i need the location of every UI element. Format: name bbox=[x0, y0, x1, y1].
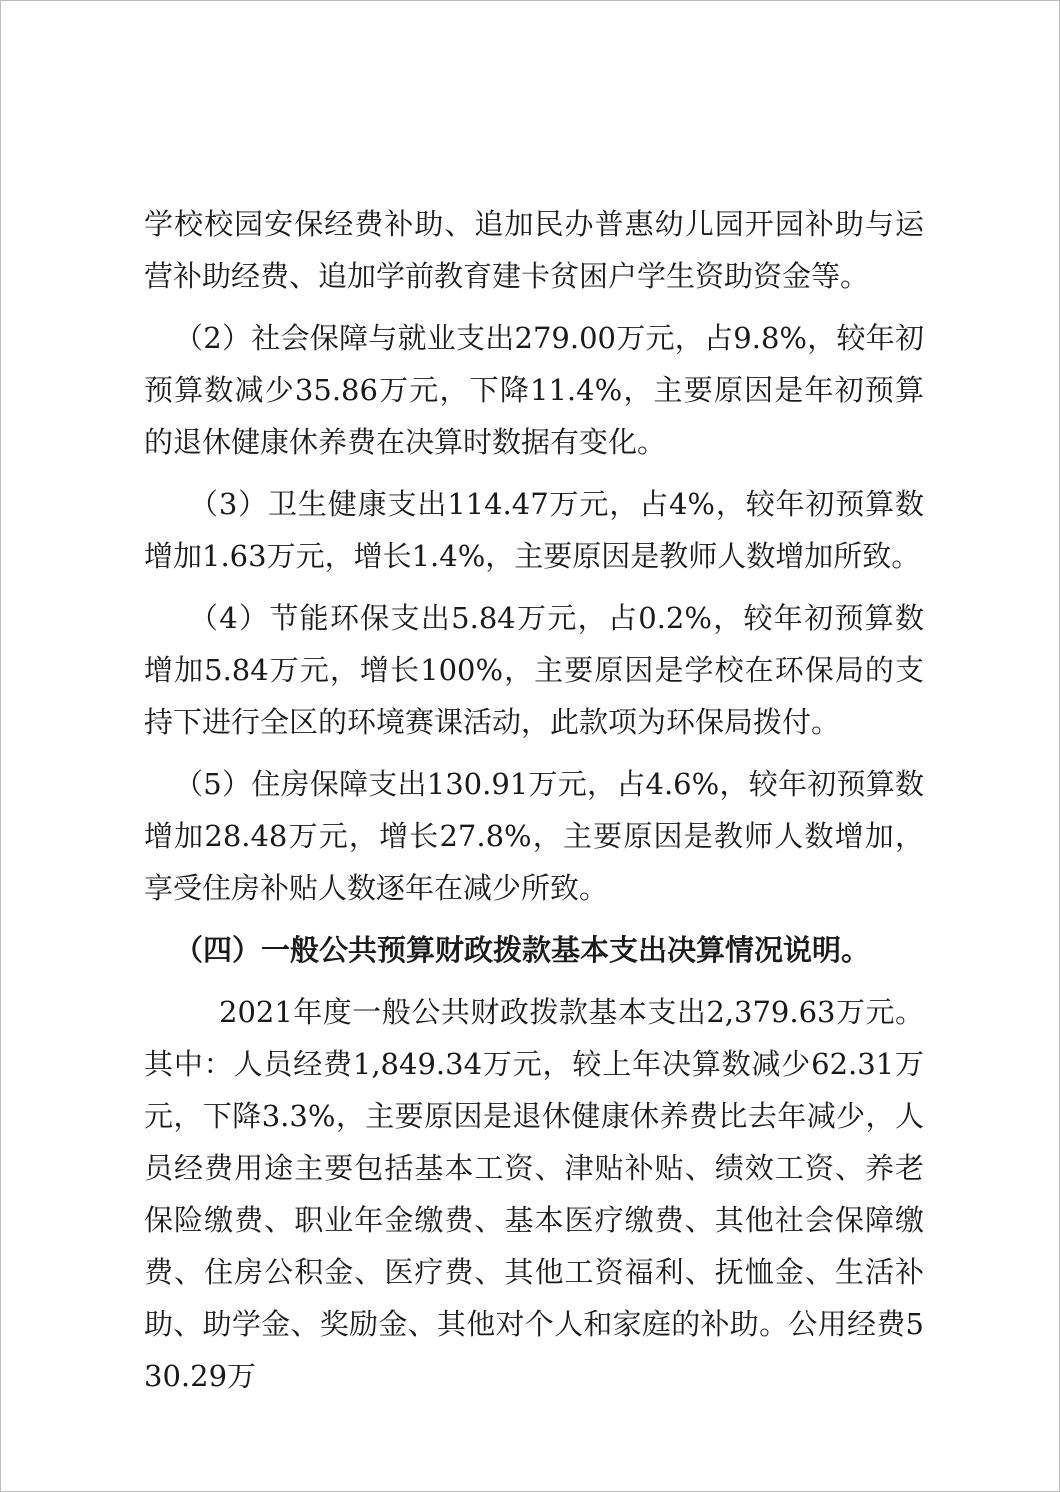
section-heading-basic-expenditure: （四）一般公共预算财政拨款基本支出决算情况说明。 bbox=[174, 933, 871, 967]
paragraph-energy-environment: （4）节能环保支出5.84万元，占0.2%，较年初预算数增加5.84万元，增长100%，主要原因是学校在环保局的支持下进行全区的环境赛课活动，此款项为环保局拨付。 bbox=[144, 601, 924, 739]
paragraph-social-security: （2）社会保障与就业支出279.00万元，占9.8%，较年初预算数减少35.86万元，下降11.4%，主要原因是年初预算的退休健康休养费在决算时数据有变化。 bbox=[144, 321, 924, 459]
paragraph-basic-expenditure: 2021年度一般公共财政拨款基本支出2,379.63万元。其中：人员经费1,849.34万元，较上年决算数减少62.31万元，下降3.3%，主要原因是退休健康休养费比去年减少，人员经费用途主要包括基本工资、津贴补贴、绩效工资、养老保险缴费、职业年金缴费、基本医疗缴费、其他社会保障缴费、住房公积金、医疗费、其他工资福利、抚恤金、生活补助、助学金、奖励金、其他对个人和家庭的补助。公用经费530.29万 bbox=[144, 995, 924, 1393]
paragraph-housing: （5）住房保障支出130.91万元，占4.6%，较年初预算数增加28.48万元，增长27.8%，主要原因是教师人数增加，享受住房补贴人数逐年在减少所致。 bbox=[144, 767, 924, 905]
paragraph-education-continuation: 学校校园安保经费补助、追加民办普惠幼儿园开园补助与运营补助经费、追加学前教育建卡贫困户学生资助资金等。 bbox=[144, 207, 924, 293]
document-body bbox=[144, 198, 924, 1412]
paragraph-health: （3）卫生健康支出114.47万元，占4%，较年初预算数增加1.63万元，增长1.4%，主要原因是教师人数增加所致。 bbox=[144, 487, 924, 573]
